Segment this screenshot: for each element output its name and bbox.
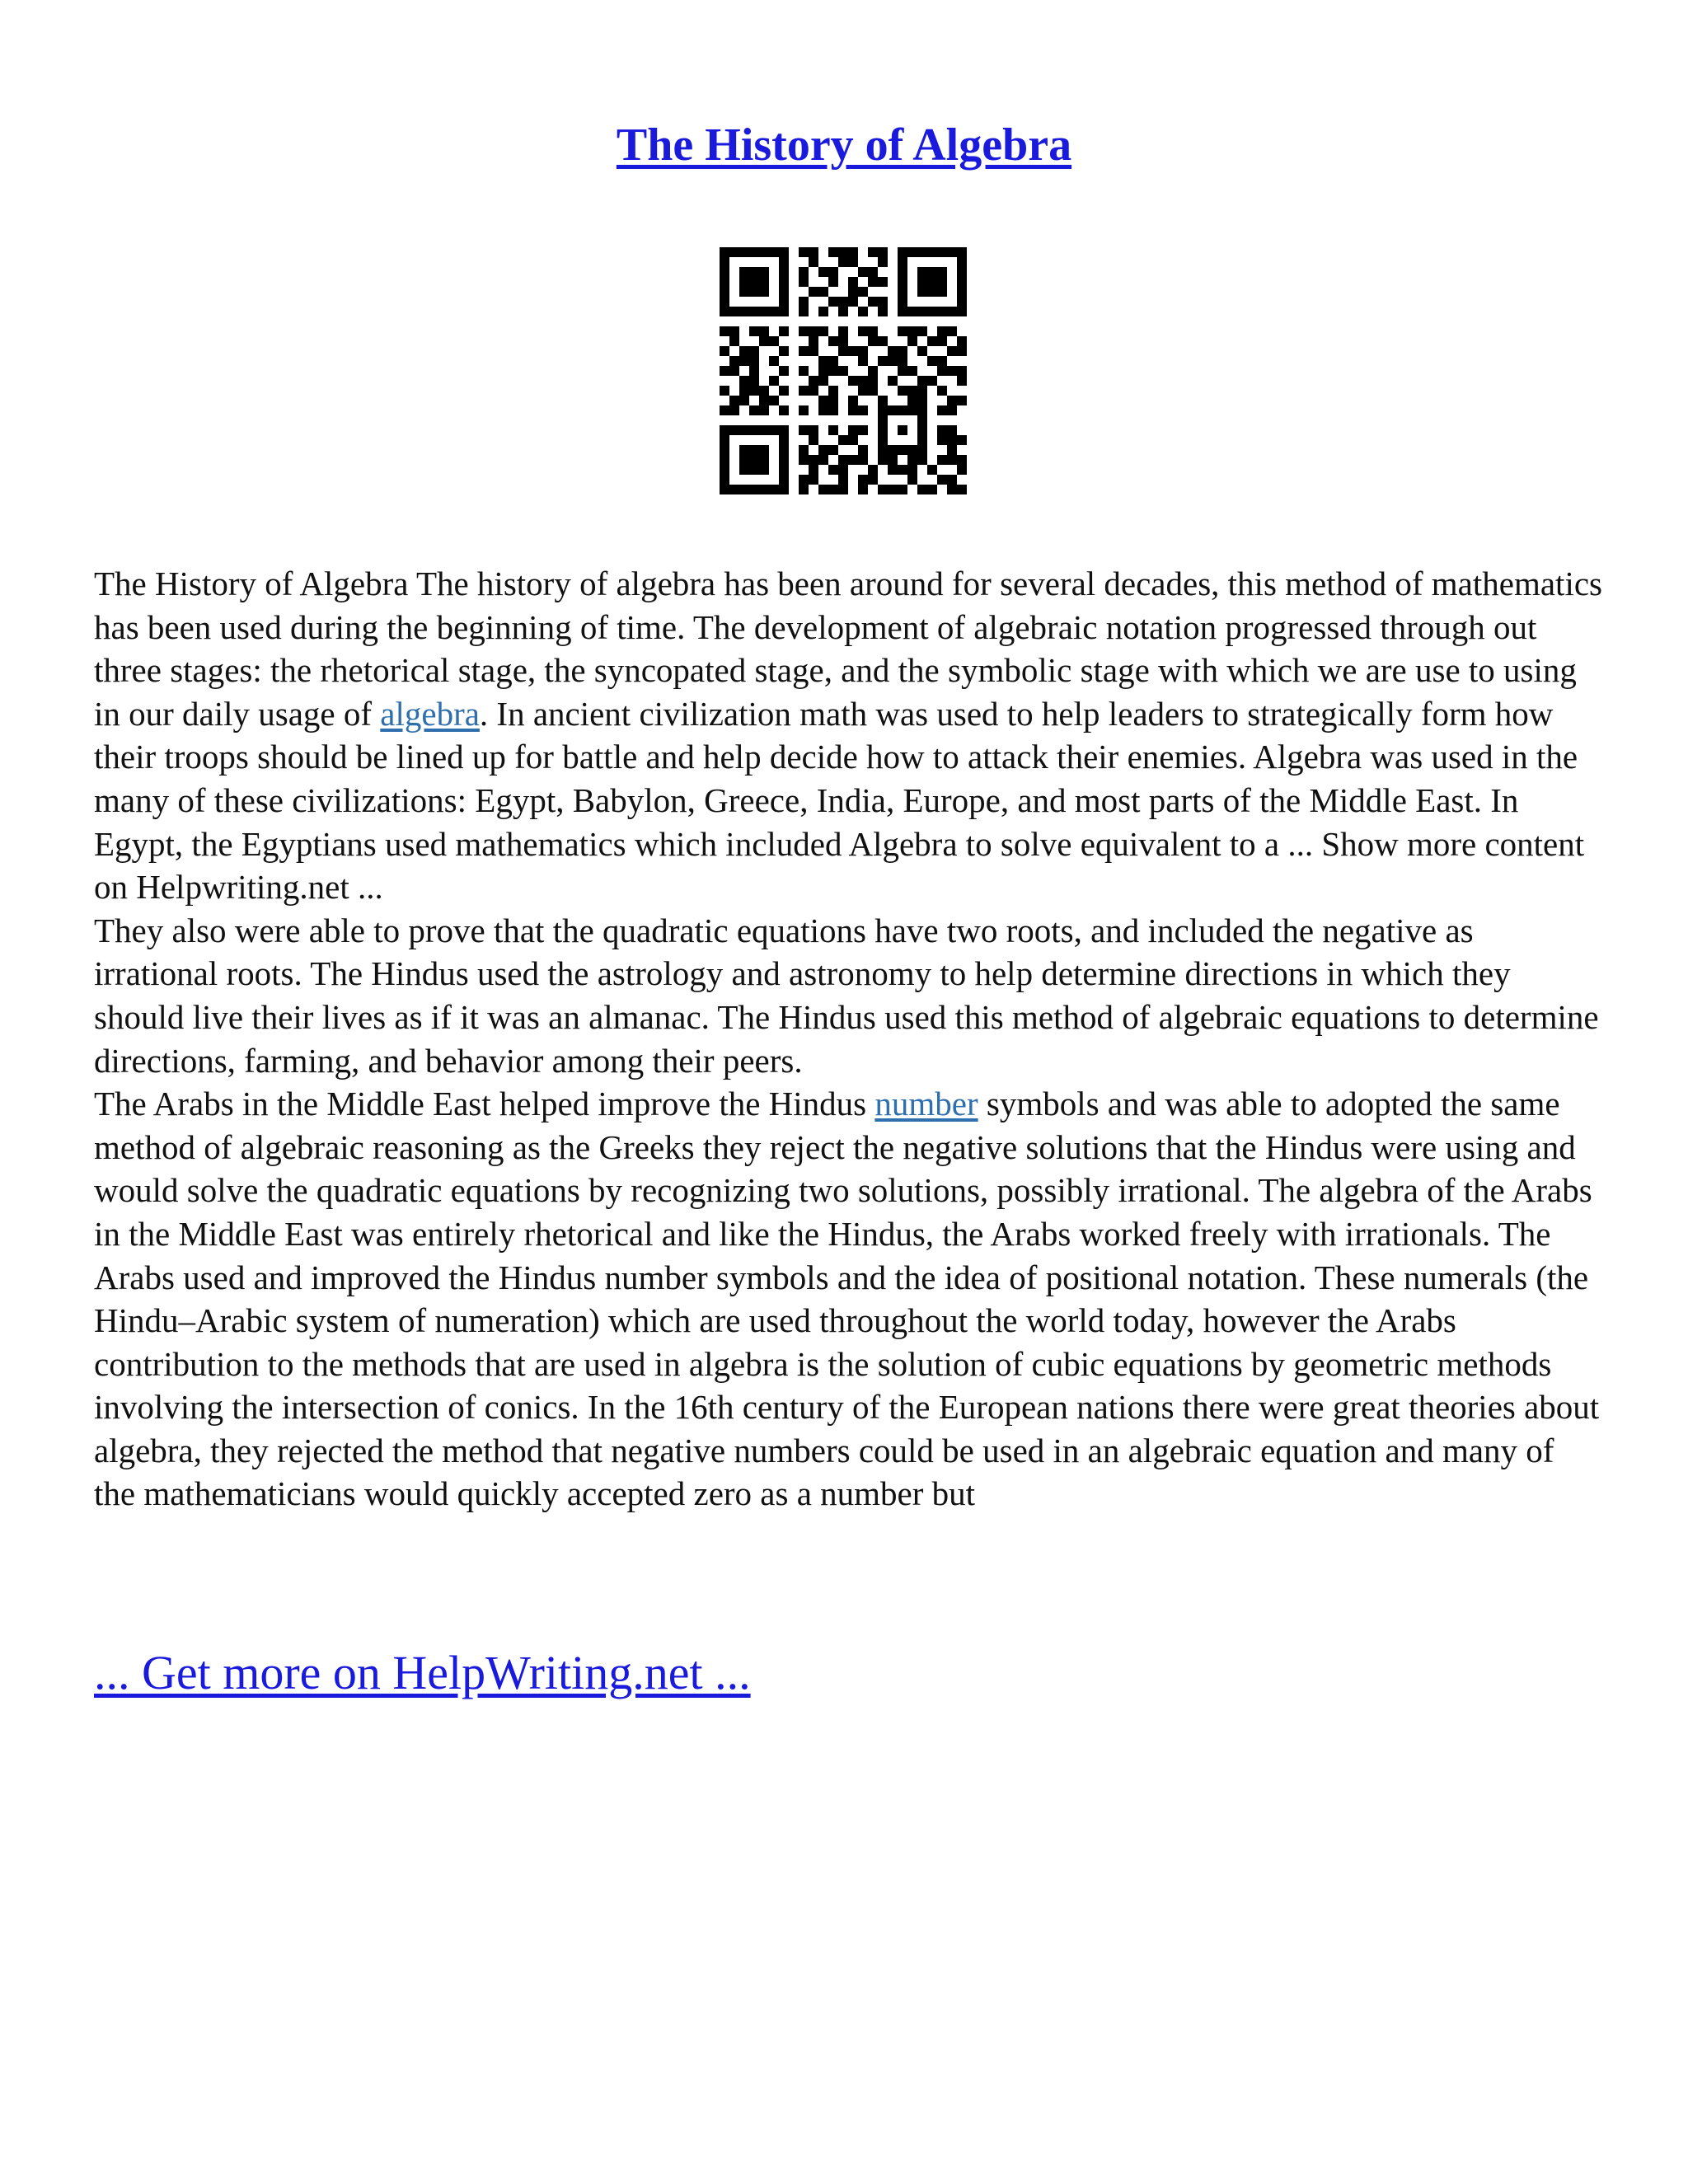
paragraph-1 <box>94 562 1602 909</box>
article-body <box>94 562 1602 1516</box>
paragraph-3-text-a: The Arabs in the Middle East helped improve the Hindus <box>94 1085 875 1123</box>
paragraph-3 <box>94 1082 1602 1516</box>
number-link[interactable]: number <box>874 1085 978 1123</box>
paragraph-3-text-b: symbols and was able to adopted the same method of algebraic reasoning as the Greeks they reject the negative solutions that the Hindus were using and would solve the quadratic equations by recognizing two solutions, possibly irrational. The algebra of the Arabs in the Middle East was entirely rhetorical and like the Hindus, the Arabs worked freely with irrationals. The Arabs used and improved the Hindus number symbols and the idea of positional notation. These numerals (the Hindu–Arabic system of numeration) which are used throughout the world today, however the Arabs contribution to the methods that are used in algebra is the solution of cubic equations by geometric methods involving the intersection of conics. In the 16th century of the European nations there were great theories about algebra, they rejected the method that negative numbers could be used in an algebraic equation and many of the mathematicians would quickly accepted zero as a number but <box>94 1085 1600 1513</box>
paragraph-2: They also were able to prove that the quadratic equations have two roots, and included the negative as irrational roots. The Hindus used the astrology and astronomy to help determine directions in which they should live their lives as if it was an almanac. The Hindus used this method of algebraic equations to determine directions, farming, and behavior among their peers. <box>94 911 1599 1080</box>
page-title <box>0 114 1688 176</box>
qr-code-icon <box>720 247 967 494</box>
paragraph-1-text-a: The History of Algebra The history of algebra has been around for several decades, this method of mathematics has been used during the beginning of time. The development of algebraic notation progressed through out three stages: the rhetorical stage, the syncopated stage, and the symbolic stage with which we are use to using in our daily usage of <box>94 565 1602 733</box>
get-more-link[interactable]: ... Get more on HelpWriting.net ... <box>94 1646 751 1699</box>
paragraph-1-text-b: . In ancient civilization math was used to help leaders to strategically form how their troops should be lined up for battle and help decide how to attack their enemies. Algebra was used in the many of these civilizations: Egypt, Babylon, Greece, India, Europe, and most parts of the Middle East. In Egypt, the Egyptians used mathematics which included Algebra to solve equivalent to a ... Show more content on Helpwriting.net ... <box>94 694 1585 907</box>
title-link[interactable]: The History of Algebra <box>616 120 1072 171</box>
algebra-link[interactable]: algebra <box>380 694 480 733</box>
